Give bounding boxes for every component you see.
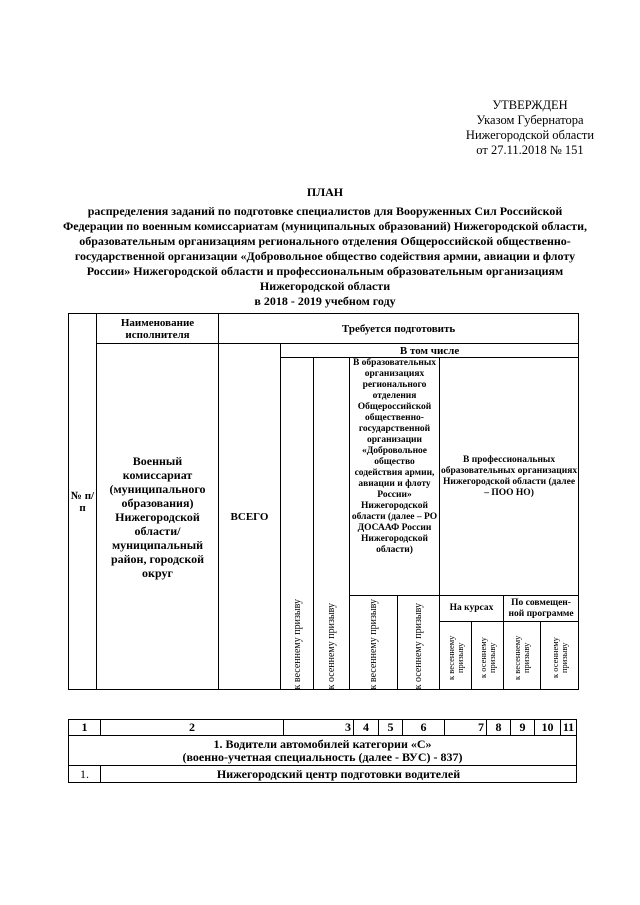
column-number: 1	[69, 720, 101, 736]
section-cell	[69, 736, 577, 766]
dosaaf-label: В образовательных организациях регионального отделения Общероссийской общественно-государственной организации «Добровольное общество содействия армии, авиации и флоту России» Нижегородской области (далее – РО ДОСААФ России Нижегородской области)	[351, 358, 438, 555]
col-number-header	[69, 314, 97, 690]
autumn-label: к осеннему призыву	[413, 602, 424, 689]
dosaaf-header	[350, 358, 440, 596]
courses-label: На курсах	[449, 603, 494, 613]
title-heading: ПЛАН	[306, 185, 344, 199]
executor-description-text: Военный комиссариат (муниципального образования) Нижегородской области/ муниципальный район, городской округ	[109, 453, 206, 580]
dosaaf-autumn-header	[398, 596, 440, 690]
document-title	[60, 185, 590, 309]
col-executor-label: Наименование исполнителя	[120, 316, 195, 341]
approval-line: Указом Губернатора	[476, 113, 584, 127]
spring-label: к весеннему призыву	[512, 635, 531, 681]
including-header	[281, 344, 579, 358]
courses-spring-header	[440, 622, 472, 690]
plan-table-body	[68, 719, 577, 783]
total-header	[219, 344, 281, 690]
combined-label: По совмещен-ной программе	[508, 597, 574, 619]
poo-header	[440, 358, 579, 596]
column-number: 5	[379, 720, 403, 736]
poo-label: В профессиональных образовательных организациях Нижегородской области (далее – ПОО НО)	[440, 454, 578, 498]
row-name: Нижегородский центр подготовки водителей	[101, 766, 577, 783]
section-row	[69, 736, 577, 766]
plan-table-header	[68, 313, 579, 690]
approval-line: Нижегородской области	[465, 128, 595, 142]
autumn-label: к осеннему призыву	[326, 602, 337, 689]
column-number: 9	[511, 720, 535, 736]
column-number: 2	[101, 720, 284, 736]
combined-autumn-header	[541, 622, 579, 690]
dosaaf-spring-header	[350, 596, 398, 690]
section-title: 1. Водители автомобилей категории «С»	[213, 736, 432, 751]
autumn-total-header	[314, 358, 350, 690]
column-number: 4	[354, 720, 379, 736]
section-subtitle: (военно-учетная специальность (далее - ВУС) - 837)	[182, 749, 463, 764]
column-number: 7	[445, 720, 487, 736]
title-body: распределения заданий по подготовке специалистов для Вооруженных Сил Российской Федерации по военным комиссариатам (муниципальных образований) Нижегородской области, образовательным организациям регионального отделения Общероссийской общественно-государственной организации «Добровольное общество содействия армии, авиации и флоту России» Нижегородской области и профессиональным образовательным организациям Нижегородской области	[63, 204, 587, 293]
including-label: В том числе	[399, 344, 460, 357]
column-number: 6	[403, 720, 445, 736]
approval-stamp	[430, 98, 630, 158]
required-label: Требуется подготовить	[341, 322, 456, 335]
combined-spring-header	[504, 622, 541, 690]
column-number: 3	[284, 720, 354, 736]
spring-label: к весеннему призыву	[291, 598, 303, 689]
spring-label: к весеннему призыву	[445, 635, 465, 681]
executor-description	[97, 344, 219, 690]
required-header	[219, 314, 579, 344]
courses-header	[440, 596, 504, 622]
approval-line: от 27.11.2018 № 151	[476, 143, 584, 157]
spring-total-header	[281, 358, 314, 690]
total-label: ВСЕГО	[230, 510, 269, 523]
autumn-label: к осеннему призыву	[477, 637, 497, 679]
col-executor-header	[97, 314, 219, 344]
row-number: 1.	[69, 766, 101, 783]
col-number-label: № п/п	[70, 489, 95, 514]
title-year: в 2018 - 2019 учебном году	[254, 294, 396, 308]
combined-header	[504, 596, 579, 622]
courses-autumn-header	[472, 622, 504, 690]
column-number: 8	[487, 720, 511, 736]
spring-label: к весеннему призыву	[368, 598, 379, 689]
autumn-label: к осеннему призыву	[549, 637, 569, 679]
column-number: 11	[561, 720, 577, 736]
column-numbers-row	[69, 720, 577, 736]
table-row	[69, 766, 577, 783]
column-number: 10	[535, 720, 561, 736]
approval-line: УТВЕРЖДЕН	[492, 98, 568, 112]
